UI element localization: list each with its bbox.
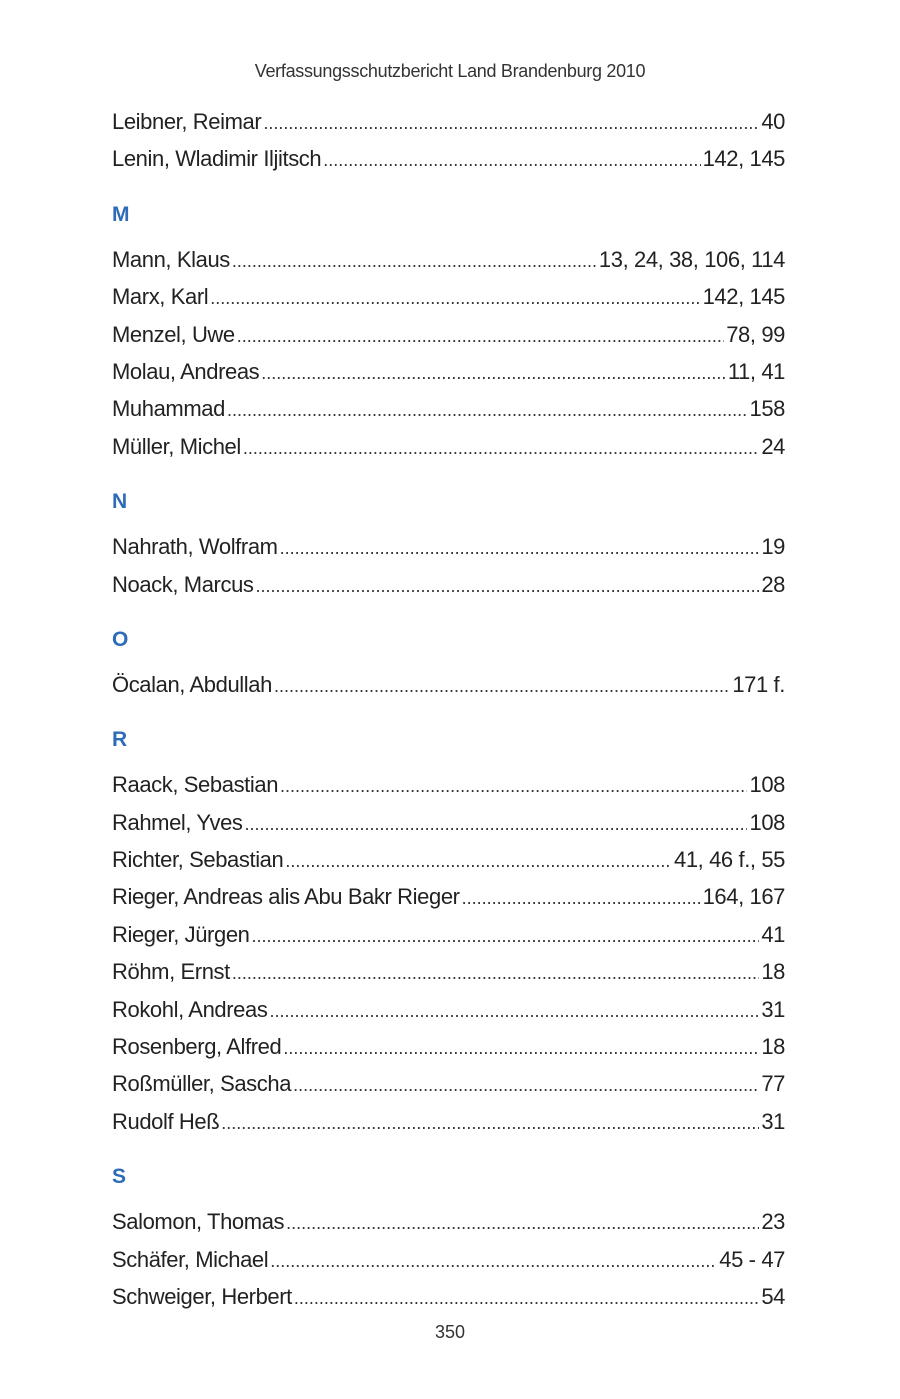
index-entry <box>112 390 785 427</box>
entry-name: Rahmel, Yves <box>112 809 243 835</box>
entry-pages: 45 - 47 <box>719 1246 785 1272</box>
dot-leader <box>269 993 759 1028</box>
entry-pages: 18 <box>761 959 785 985</box>
index-section-r <box>112 725 785 1140</box>
section-letter: M <box>112 202 130 226</box>
dot-leader <box>232 243 597 278</box>
entry-name: Mann, Klaus <box>112 246 230 272</box>
name-index <box>112 103 785 1315</box>
entry-name: Marx, Karl <box>112 284 209 310</box>
section-letter: O <box>112 627 129 651</box>
dot-leader <box>227 392 748 427</box>
entry-pages: 11, 41 <box>727 358 785 384</box>
index-entry <box>112 428 785 465</box>
entry-name: Lenin, Wladimir Iljitsch <box>112 146 322 172</box>
entry-pages: 54 <box>761 1283 785 1309</box>
index-entry <box>112 1241 785 1278</box>
page-number: 350 <box>434 1322 466 1342</box>
index-entry <box>112 241 785 278</box>
dot-leader <box>293 1067 759 1102</box>
entry-name: Nahrath, Wolfram <box>112 534 278 560</box>
dot-leader <box>256 568 760 603</box>
entry-name: Rokohl, Andreas <box>112 996 268 1022</box>
index-entry <box>112 841 785 878</box>
index-entry <box>112 566 785 603</box>
entry-name: Salomon, Thomas <box>112 1209 285 1235</box>
dot-leader <box>237 318 724 353</box>
entry-pages: 28 <box>761 571 785 597</box>
dot-leader <box>283 1030 759 1065</box>
index-section-m <box>112 200 785 465</box>
index-entry <box>112 666 785 703</box>
entry-name: Roßmüller, Sascha <box>112 1071 292 1097</box>
index-section-n <box>112 487 785 603</box>
dot-leader <box>243 430 759 465</box>
entry-name: Müller, Michel <box>112 433 241 459</box>
dot-leader <box>323 142 700 177</box>
entry-pages: 171 f. <box>732 671 785 697</box>
entry-name: Raack, Sebastian <box>112 772 279 798</box>
entry-name: Rudolf Heß <box>112 1108 220 1134</box>
index-entry <box>112 278 785 315</box>
entry-pages: 142, 145 <box>702 146 785 172</box>
dot-leader <box>286 1205 759 1240</box>
entry-pages: 41, 46 f., 55 <box>674 847 785 873</box>
section-letter: R <box>112 728 128 752</box>
index-entry <box>112 1065 785 1102</box>
entry-name: Röhm, Ernst <box>112 959 230 985</box>
entry-pages: 19 <box>761 534 785 560</box>
entry-name: Noack, Marcus <box>112 571 254 597</box>
dot-leader <box>221 1105 759 1140</box>
page-header: Verfassungsschutzbericht Land Brandenburg 2010 <box>254 61 646 81</box>
dot-leader <box>294 1280 759 1315</box>
entry-pages: 108 <box>749 809 785 835</box>
index-entry <box>112 140 785 177</box>
dot-leader <box>245 806 748 841</box>
entry-pages: 31 <box>761 1108 785 1134</box>
entry-pages: 18 <box>761 1034 785 1060</box>
entry-name: Richter, Sebastian <box>112 847 284 873</box>
entry-pages: 31 <box>761 996 785 1022</box>
index-entry <box>112 528 785 565</box>
section-letter: S <box>112 1165 127 1189</box>
index-entry <box>112 316 785 353</box>
dot-leader <box>280 530 760 565</box>
entry-name: Rieger, Jürgen <box>112 921 250 947</box>
entry-pages: 40 <box>761 109 785 134</box>
index-entry <box>112 804 785 841</box>
dot-leader <box>261 355 726 390</box>
dot-leader <box>285 843 672 878</box>
index-entry <box>112 1203 785 1240</box>
dot-leader <box>263 105 759 140</box>
entry-name: Muhammad <box>112 396 225 422</box>
section-letter: N <box>112 490 128 514</box>
dot-leader <box>280 768 747 803</box>
dot-leader <box>252 918 760 953</box>
index-entry <box>112 1278 785 1315</box>
entry-name: Schäfer, Michael <box>112 1246 269 1272</box>
entry-name: Öcalan, Abdullah <box>112 671 272 697</box>
entry-pages: 13, 24, 38, 106, 114 <box>598 246 785 272</box>
index-entry <box>112 953 785 990</box>
index-entry <box>112 1103 785 1140</box>
index-section-o <box>112 625 785 703</box>
entry-pages: 108 <box>749 772 785 798</box>
entry-name: Leibner, Reimar <box>112 109 262 134</box>
dot-leader <box>462 880 701 915</box>
entry-name: Schweiger, Herbert <box>112 1283 292 1309</box>
entry-pages: 142, 145 <box>702 284 785 310</box>
dot-leader <box>270 1243 717 1278</box>
entry-name: Rosenberg, Alfred <box>112 1034 282 1060</box>
dot-leader <box>210 280 700 315</box>
entry-name: Menzel, Uwe <box>112 321 235 347</box>
dot-leader <box>232 955 759 990</box>
entry-pages: 23 <box>761 1209 785 1235</box>
entry-pages: 77 <box>761 1071 785 1097</box>
entry-name: Rieger, Andreas alis Abu Bakr Rieger <box>112 884 460 910</box>
entry-pages: 164, 167 <box>702 884 785 910</box>
index-section-s <box>112 1162 785 1315</box>
index-entry <box>112 1028 785 1065</box>
index-section-l <box>112 103 785 178</box>
index-entry <box>112 103 785 140</box>
index-entry <box>112 916 785 953</box>
index-entry <box>112 878 785 915</box>
entry-pages: 158 <box>749 396 785 422</box>
entry-name: Molau, Andreas <box>112 358 260 384</box>
entry-pages: 78, 99 <box>726 321 785 347</box>
entry-pages: 24 <box>761 433 785 459</box>
entry-pages: 41 <box>761 921 785 947</box>
index-entry <box>112 766 785 803</box>
dot-leader <box>274 668 730 703</box>
index-entry <box>112 353 785 390</box>
index-entry <box>112 991 785 1028</box>
